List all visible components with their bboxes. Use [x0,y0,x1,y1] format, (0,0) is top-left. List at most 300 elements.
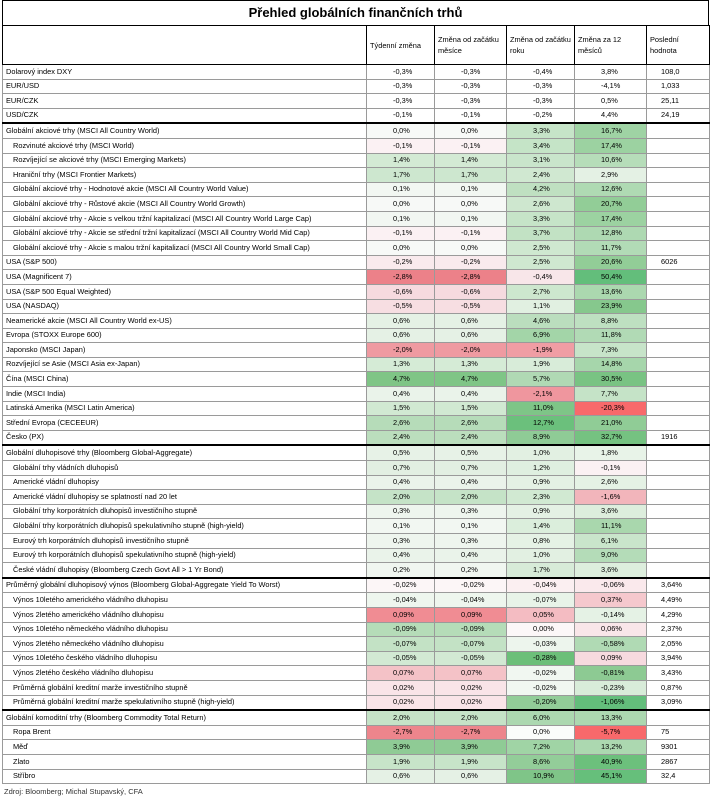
last-value-cell [647,241,710,256]
row-label: Hraniční trhy (MSCI Frontier Markets) [3,168,367,183]
ytd-change-cell: -0,02% [507,666,575,681]
mtd-change-cell: 0,7% [435,461,507,476]
table-row [3,270,710,285]
weekly-change-cell: 0,7% [367,461,435,476]
last-value-cell [647,548,710,563]
ytd-change-cell: 2,6% [507,197,575,212]
ytd-change-cell: -0,2% [507,108,575,123]
mtd-change-cell: 4,7% [435,372,507,387]
table-row [3,637,710,652]
last-value-cell [647,519,710,534]
weekly-change-cell: 0,02% [367,680,435,695]
last-value-cell [647,153,710,168]
weekly-change-cell: 0,1% [367,182,435,197]
table-row [3,94,710,109]
last-value-cell: 32,4 [647,769,710,784]
table-row [3,710,710,725]
table-row [3,680,710,695]
last-value-cell: 108,0 [647,65,710,80]
row-label: Stříbro [3,769,367,784]
ytd-change-cell: 6,0% [507,710,575,725]
row-label: Rozvíjející se Asie (MSCI Asia ex-Japan) [3,357,367,372]
table-row [3,168,710,183]
last-value-cell [647,123,710,138]
weekly-change-cell: 0,6% [367,328,435,343]
weekly-change-cell: -2,7% [367,725,435,740]
weekly-change-cell: 0,07% [367,666,435,681]
last-value-cell: 2,37% [647,622,710,637]
ytd-change-cell: 2,5% [507,255,575,270]
weekly-change-cell: 0,09% [367,607,435,622]
twelve-month-change-cell: 13,2% [575,740,647,755]
last-value-cell [647,401,710,416]
table-row [3,769,710,784]
header-weekly: Týdenní změna [367,26,435,65]
last-value-cell [647,211,710,226]
mtd-change-cell: 0,4% [435,548,507,563]
weekly-change-cell: 0,6% [367,769,435,784]
table-row [3,461,710,476]
twelve-month-change-cell: 16,7% [575,123,647,138]
twelve-month-change-cell: -5,7% [575,725,647,740]
mtd-change-cell: -0,3% [435,79,507,94]
last-value-cell [647,490,710,505]
ytd-change-cell: -0,3% [507,94,575,109]
weekly-change-cell: 1,3% [367,357,435,372]
header-mtd: Změna od začátku měsíce [435,26,507,65]
weekly-change-cell: 4,7% [367,372,435,387]
twelve-month-change-cell: 7,7% [575,387,647,402]
table-row [3,314,710,329]
ytd-change-cell: 8,9% [507,430,575,445]
twelve-month-change-cell: -0,81% [575,666,647,681]
table-row [3,695,710,710]
twelve-month-change-cell: 0,06% [575,622,647,637]
ytd-change-cell: 0,8% [507,534,575,549]
header-12m: Změna za 12 měsíců [575,26,647,65]
weekly-change-cell: -0,6% [367,284,435,299]
ytd-change-cell: 0,00% [507,622,575,637]
mtd-change-cell: -0,5% [435,299,507,314]
last-value-cell: 25,11 [647,94,710,109]
weekly-change-cell: 3,9% [367,740,435,755]
ytd-change-cell: -0,04% [507,578,575,593]
mtd-change-cell: 1,3% [435,357,507,372]
weekly-change-cell: 0,1% [367,519,435,534]
last-value-cell [647,226,710,241]
ytd-change-cell: 1,0% [507,445,575,460]
ytd-change-cell: 1,1% [507,299,575,314]
weekly-change-cell: -2,0% [367,343,435,358]
mtd-change-cell: 0,6% [435,314,507,329]
table-row [3,153,710,168]
ytd-change-cell: 12,7% [507,416,575,431]
ytd-change-cell: 1,7% [507,563,575,578]
mtd-change-cell: -0,1% [435,138,507,153]
ytd-change-cell: 2,3% [507,490,575,505]
row-label: Globální trhy korporátních dluhopisů spekulativního stupně (high-yield) [3,519,367,534]
mtd-change-cell: 1,5% [435,401,507,416]
twelve-month-change-cell: 2,9% [575,168,647,183]
table-row [3,226,710,241]
table-row [3,123,710,138]
mtd-change-cell: 2,6% [435,416,507,431]
last-value-cell [647,314,710,329]
table-row [3,79,710,94]
weekly-change-cell: -0,1% [367,108,435,123]
header-ytd: Změna od začátku roku [507,26,575,65]
mtd-change-cell: -0,6% [435,284,507,299]
last-value-cell: 3,09% [647,695,710,710]
weekly-change-cell: 2,4% [367,430,435,445]
twelve-month-change-cell: 30,5% [575,372,647,387]
weekly-change-cell: 0,5% [367,445,435,460]
mtd-change-cell: -0,3% [435,94,507,109]
twelve-month-change-cell: -0,14% [575,607,647,622]
twelve-month-change-cell: 0,37% [575,593,647,608]
weekly-change-cell: -0,04% [367,593,435,608]
last-value-cell: 1,033 [647,79,710,94]
row-label: Americké vládní dluhopisy [3,475,367,490]
table-row [3,490,710,505]
mtd-change-cell: 2,0% [435,490,507,505]
weekly-change-cell: -0,2% [367,255,435,270]
table-row [3,445,710,460]
table-row [3,725,710,740]
mtd-change-cell: 0,2% [435,563,507,578]
ytd-change-cell: -0,07% [507,593,575,608]
last-value-cell [647,534,710,549]
twelve-month-change-cell: 1,8% [575,445,647,460]
table-row [3,284,710,299]
table-row [3,108,710,123]
mtd-change-cell: -0,2% [435,255,507,270]
table-row [3,622,710,637]
table-row [3,211,710,226]
last-value-cell [647,710,710,725]
row-label: Evropa (STOXX Europe 600) [3,328,367,343]
ytd-change-cell: 3,4% [507,138,575,153]
twelve-month-change-cell: 21,0% [575,416,647,431]
weekly-change-cell: 0,0% [367,123,435,138]
last-value-cell [647,372,710,387]
row-label: Globální akciové trhy - Akcie s velkou tržní kapitalizací (MSCI All Country World Large Cap) [3,211,367,226]
last-value-cell: 9301 [647,740,710,755]
table-row [3,475,710,490]
ytd-change-cell: 1,4% [507,519,575,534]
ytd-change-cell: -2,1% [507,387,575,402]
mtd-change-cell: 0,1% [435,211,507,226]
ytd-change-cell: 3,1% [507,153,575,168]
twelve-month-change-cell: -0,23% [575,680,647,695]
table-row [3,343,710,358]
table-row [3,578,710,593]
mtd-change-cell: 0,02% [435,695,507,710]
weekly-change-cell: 1,7% [367,168,435,183]
header-name [3,26,367,65]
mtd-change-cell: -0,1% [435,108,507,123]
mtd-change-cell: 1,7% [435,168,507,183]
row-label: Dolarový index DXY [3,65,367,80]
last-value-cell [647,504,710,519]
table-row [3,372,710,387]
ytd-change-cell: 0,9% [507,475,575,490]
row-label: Výnos 10letého německého vládního dluhopisu [3,622,367,637]
mtd-change-cell: 0,3% [435,534,507,549]
ytd-change-cell: 0,0% [507,725,575,740]
ytd-change-cell: 1,2% [507,461,575,476]
weekly-change-cell: -0,02% [367,578,435,593]
row-label: Globální trhy vládních dluhopisů [3,461,367,476]
twelve-month-change-cell: 3,6% [575,504,647,519]
row-label: Průměrná globální kreditní marže spekulativního stupně (high-yield) [3,695,367,710]
twelve-month-change-cell: 13,6% [575,284,647,299]
row-label: Zlato [3,754,367,769]
row-label: Průměrný globální dluhopisový výnos (Bloomberg Global-Aggregate Yield To Worst) [3,578,367,593]
ytd-change-cell: 3,3% [507,211,575,226]
weekly-change-cell: 0,4% [367,548,435,563]
last-value-cell [647,475,710,490]
twelve-month-change-cell: 11,8% [575,328,647,343]
mtd-change-cell: 0,6% [435,769,507,784]
twelve-month-change-cell: -1,06% [575,695,647,710]
row-label: Výnos 2letého českého vládního dluhopisu [3,666,367,681]
weekly-change-cell: 1,5% [367,401,435,416]
ytd-change-cell: 7,2% [507,740,575,755]
last-value-cell: 4,49% [647,593,710,608]
last-value-cell [647,416,710,431]
row-label: Globální akciové trhy - Akcie s malou tržní kapitalizací (MSCI All Country World Small Cap) [3,241,367,256]
mtd-change-cell: 0,07% [435,666,507,681]
twelve-month-change-cell: 9,0% [575,548,647,563]
twelve-month-change-cell: 8,8% [575,314,647,329]
twelve-month-change-cell: 6,1% [575,534,647,549]
row-label: Globální akciové trhy (MSCI All Country World) [3,123,367,138]
mtd-change-cell: 0,02% [435,680,507,695]
last-value-cell: 4,29% [647,607,710,622]
table-row [3,607,710,622]
row-label: EUR/USD [3,79,367,94]
ytd-change-cell: -0,4% [507,270,575,285]
mtd-change-cell: -0,04% [435,593,507,608]
mtd-change-cell: 0,4% [435,475,507,490]
weekly-change-cell: 0,3% [367,504,435,519]
weekly-change-cell: -0,07% [367,637,435,652]
twelve-month-change-cell: 20,6% [575,255,647,270]
weekly-change-cell: 0,0% [367,197,435,212]
twelve-month-change-cell: 0,5% [575,94,647,109]
ytd-change-cell: 1,0% [507,548,575,563]
table-row [3,519,710,534]
ytd-change-cell: 2,4% [507,168,575,183]
ytd-change-cell: -0,02% [507,680,575,695]
twelve-month-change-cell: 11,1% [575,519,647,534]
last-value-cell [647,138,710,153]
twelve-month-change-cell: 14,8% [575,357,647,372]
ytd-change-cell: 8,6% [507,754,575,769]
last-value-cell: 75 [647,725,710,740]
last-value-cell: 2,05% [647,637,710,652]
page-title: Přehled globálních finančních trhů [2,0,709,25]
row-label: Rozvíjející se akciové trhy (MSCI Emerging Markets) [3,153,367,168]
mtd-change-cell: -0,07% [435,637,507,652]
weekly-change-cell: 0,4% [367,475,435,490]
last-value-cell [647,197,710,212]
table-row [3,740,710,755]
ytd-change-cell: 5,7% [507,372,575,387]
table-row [3,328,710,343]
row-label: Globální akciové trhy - Růstové akcie (MSCI All Country World Growth) [3,197,367,212]
last-value-cell: 3,43% [647,666,710,681]
ytd-change-cell: -0,20% [507,695,575,710]
ytd-change-cell: 3,3% [507,123,575,138]
row-label: Americké vládní dluhopisy se splatností nad 20 let [3,490,367,505]
twelve-month-change-cell: -0,58% [575,637,647,652]
mtd-change-cell: -2,0% [435,343,507,358]
weekly-change-cell: 0,0% [367,241,435,256]
twelve-month-change-cell: -4,1% [575,79,647,94]
weekly-change-cell: -0,3% [367,65,435,80]
table-row [3,401,710,416]
ytd-change-cell: 1,9% [507,357,575,372]
table-row [3,430,710,445]
row-label: Čína (MSCI China) [3,372,367,387]
twelve-month-change-cell: 40,9% [575,754,647,769]
table-row [3,182,710,197]
header-last: Poslední hodnota [647,26,710,65]
mtd-change-cell: 0,0% [435,197,507,212]
ytd-change-cell: 4,2% [507,182,575,197]
mtd-change-cell: 1,4% [435,153,507,168]
mtd-change-cell: -0,05% [435,651,507,666]
row-label: Globální akciové trhy - Hodnotové akcie (MSCI All Country World Value) [3,182,367,197]
last-value-cell [647,461,710,476]
weekly-change-cell: 0,3% [367,534,435,549]
weekly-change-cell: -0,3% [367,94,435,109]
last-value-cell [647,563,710,578]
mtd-change-cell: 2,4% [435,430,507,445]
mtd-change-cell: -0,1% [435,226,507,241]
mtd-change-cell: 3,9% [435,740,507,755]
ytd-change-cell: 3,7% [507,226,575,241]
table-row [3,651,710,666]
twelve-month-change-cell: 45,1% [575,769,647,784]
table-row [3,197,710,212]
table-row [3,357,710,372]
weekly-change-cell: 0,1% [367,211,435,226]
weekly-change-cell: -0,1% [367,226,435,241]
header-row [3,26,710,65]
weekly-change-cell: 2,6% [367,416,435,431]
mtd-change-cell: -2,7% [435,725,507,740]
last-value-cell [647,299,710,314]
weekly-change-cell: 1,4% [367,153,435,168]
twelve-month-change-cell: 17,4% [575,138,647,153]
last-value-cell [647,284,710,299]
row-label: USD/CZK [3,108,367,123]
twelve-month-change-cell: 4,4% [575,108,647,123]
markets-table [2,25,710,784]
mtd-change-cell: 0,09% [435,607,507,622]
row-label: Výnos 2letého německého vládního dluhopisu [3,637,367,652]
mtd-change-cell: 2,0% [435,710,507,725]
twelve-month-change-cell: 50,4% [575,270,647,285]
mtd-change-cell: -0,09% [435,622,507,637]
last-value-cell: 6026 [647,255,710,270]
twelve-month-change-cell: -1,6% [575,490,647,505]
row-label: USA (S&P 500 Equal Weighted) [3,284,367,299]
weekly-change-cell: 0,02% [367,695,435,710]
table-body [3,65,710,784]
twelve-month-change-cell: 0,09% [575,651,647,666]
ytd-change-cell: -0,28% [507,651,575,666]
weekly-change-cell: 0,6% [367,314,435,329]
row-label: Globální akciové trhy - Akcie se střední tržní kapitalizací (MSCI All Country World Mid Cap) [3,226,367,241]
row-label: Ropa Brent [3,725,367,740]
mtd-change-cell: 0,1% [435,182,507,197]
row-label: Výnos 10letého českého vládního dluhopisu [3,651,367,666]
twelve-month-change-cell: 17,4% [575,211,647,226]
table-row [3,255,710,270]
mtd-change-cell: 0,6% [435,328,507,343]
row-label: Průměrná globální kreditní marže investičního stupně [3,680,367,695]
twelve-month-change-cell: 2,6% [575,475,647,490]
last-value-cell [647,168,710,183]
mtd-change-cell: 0,4% [435,387,507,402]
ytd-change-cell: 6,9% [507,328,575,343]
row-label: Japonsko (MSCI Japan) [3,343,367,358]
table-row [3,299,710,314]
twelve-month-change-cell: 23,9% [575,299,647,314]
row-label: Eurový trh korporátních dluhopisů spekulativního stupně (high-yield) [3,548,367,563]
twelve-month-change-cell: 11,7% [575,241,647,256]
mtd-change-cell: 1,9% [435,754,507,769]
ytd-change-cell: 11,0% [507,401,575,416]
last-value-cell: 0,87% [647,680,710,695]
weekly-change-cell: -0,09% [367,622,435,637]
last-value-cell [647,343,710,358]
table-row [3,534,710,549]
mtd-change-cell: -2,8% [435,270,507,285]
twelve-month-change-cell: -0,1% [575,461,647,476]
twelve-month-change-cell: -20,3% [575,401,647,416]
twelve-month-change-cell: 3,6% [575,563,647,578]
ytd-change-cell: 2,5% [507,241,575,256]
last-value-cell [647,270,710,285]
ytd-change-cell: -1,9% [507,343,575,358]
twelve-month-change-cell: 32,7% [575,430,647,445]
row-label: Indie (MSCI India) [3,387,367,402]
last-value-cell [647,357,710,372]
report-container [2,0,709,796]
last-value-cell [647,182,710,197]
table-row [3,666,710,681]
last-value-cell [647,387,710,402]
last-value-cell [647,445,710,460]
table-row [3,387,710,402]
row-label: Neamerické akcie (MSCI All Country World ex-US) [3,314,367,329]
twelve-month-change-cell: 7,3% [575,343,647,358]
mtd-change-cell: 0,0% [435,123,507,138]
row-label: Rozvinuté akciové trhy (MSCI World) [3,138,367,153]
twelve-month-change-cell: -0,06% [575,578,647,593]
row-label: Latinská Amerika (MSCI Latin America) [3,401,367,416]
ytd-change-cell: -0,3% [507,79,575,94]
last-value-cell: 1916 [647,430,710,445]
ytd-change-cell: -0,4% [507,65,575,80]
twelve-month-change-cell: 3,8% [575,65,647,80]
table-row [3,504,710,519]
